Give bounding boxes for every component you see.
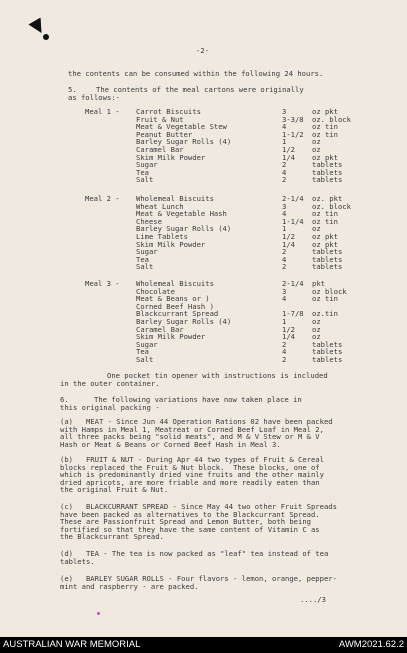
variation-line: which is predominantly dried vine fruits and the other mainly <box>60 470 324 480</box>
meal-item-unit: oz <box>312 332 321 342</box>
meal-item-name: Tea <box>136 347 149 357</box>
meal-item-name: Lime Tablets <box>136 232 188 241</box>
meal-item-quantity: 4 <box>282 122 287 132</box>
meal-item-name: Wholemeal Biscuits <box>136 279 214 288</box>
meal-item-name: Wholemeal Biscuits <box>136 194 214 203</box>
meal-item-quantity: 2 <box>282 247 287 257</box>
meal-item-name: Salt <box>136 262 154 272</box>
meal-item-name: Blackcurrant Spread <box>136 309 219 319</box>
variation-line: tablets. <box>60 556 95 566</box>
meal-item-name: Cheese <box>136 216 162 226</box>
meal-item-quantity: 1 <box>282 224 287 234</box>
meal-item-unit: pkt <box>312 279 325 288</box>
meal-item-quantity: 2-1/4 <box>282 279 304 288</box>
meal-item-name: Skim Milk Powder <box>136 332 206 342</box>
variation-line: blocks replaced the Fruit & Nut block. These blocks, one of <box>60 462 320 472</box>
meal-item-name: Tea <box>136 254 149 264</box>
meal-item-unit: tablets <box>312 339 343 349</box>
meal-item-unit: oz <box>312 137 321 147</box>
meal-item-name: Barley Sugar Rolls (4) <box>136 137 232 147</box>
variation-line: mint and raspberry - are packed. <box>60 581 199 591</box>
meal-item-name: Sugar <box>136 247 158 257</box>
meal-item-name: Chocolate <box>136 286 175 296</box>
page-number: -2- <box>196 46 209 55</box>
meal-item-unit: tablets <box>312 175 343 185</box>
meal-item-quantity: 2 <box>282 175 287 185</box>
ink-dot <box>97 612 100 615</box>
footer-accession-number: AWM2021.62.2 <box>338 639 404 650</box>
meal-item-quantity: 1/4 <box>282 332 295 342</box>
meal-item-name: Salt <box>136 175 154 185</box>
meal-item-unit: oz block <box>312 286 347 296</box>
meal-item-unit: oz. block <box>312 201 351 211</box>
meal-item-name: Wheat Lunch <box>136 201 184 211</box>
meal-item-quantity: 1/2 <box>282 145 295 154</box>
variation-line: (a) MEAT - Since Jun 44 Operation Rations 02 have been packed <box>60 417 333 426</box>
para5-number: 5. <box>68 85 77 94</box>
meal-item-quantity: 1 <box>282 137 287 147</box>
variation-line: (c) BLACKCURRANT SPREAD - Since May 44 two other Fruit Spreads <box>60 502 337 511</box>
meal-item-unit: tablets <box>312 254 343 264</box>
meal-item-name: Meat & Vegetable Stew <box>136 122 227 132</box>
variation-line: These are Passionfruit Spread and Lemon Butter, both being <box>60 517 311 527</box>
meal-item-name: Tea <box>136 167 149 177</box>
meal-item-quantity: 4 <box>282 294 287 304</box>
para5-text: The contents of the meal cartons were originally <box>96 85 304 94</box>
meal-item-unit: oz tin <box>312 294 338 304</box>
meal-item-name: Peanut Butter <box>136 129 193 139</box>
meal-item-unit: oz tin <box>312 129 338 139</box>
meal-item-quantity: 2 <box>282 262 287 272</box>
meal-item-unit: tablets <box>312 247 343 257</box>
para5-text-2: as follows:- <box>68 93 120 102</box>
variation-line: (b) FRUIT & NUT - During Apr 44 two types of Fruit & Cereal <box>60 455 324 464</box>
punch-hole-mark <box>43 34 49 40</box>
meal-item-unit: tablets <box>312 262 343 272</box>
meal-item-unit: oz.tin <box>312 309 338 319</box>
variation-line: the original Fruit & Nut. <box>60 485 169 495</box>
variation-line: with Hamps in Meal 1, Meatreat or Corned Beef Loaf in Meal 2, <box>60 424 324 434</box>
meal-item-name: Caramel Bar <box>136 324 184 334</box>
meal-item-quantity: 1/2 <box>282 232 295 241</box>
variation-line: Hash or Meat & Beans or Corned Beef Hash in Meal 3. <box>60 439 281 449</box>
meal-item-unit: oz tin <box>312 209 338 219</box>
meal-item-unit: tablets <box>312 160 343 170</box>
meal-item-quantity: 1-1/2 <box>282 129 304 139</box>
meal-item-unit: oz. pkt <box>312 194 343 203</box>
meal-item-quantity: 1-7/8 <box>282 309 304 319</box>
meal-item-quantity: 3 <box>282 107 287 116</box>
meal-item-quantity: 1/2 <box>282 324 295 334</box>
variation-line: all three packs being "solid meats", and M & V Stew or M & V <box>60 432 320 442</box>
meal-item-name: Skim Milk Powder <box>136 239 206 249</box>
para6-text-2: this original packing - <box>60 403 160 412</box>
meal-item-name: Meat & Vegetable Hash <box>136 209 227 219</box>
meal-label: Meal 2 - <box>85 194 120 203</box>
punch-hole-marks <box>31 20 53 46</box>
meal-item-quantity: 4 <box>282 254 287 264</box>
para6-text: The following variations have now taken place in <box>94 395 302 404</box>
meal-item-unit: tablets <box>312 347 343 357</box>
meal-item-name: Fruit & Nut <box>136 114 184 124</box>
meal-item-name: Caramel Bar <box>136 145 184 154</box>
meal-item-name: Barley Sugar Rolls (4) <box>136 317 232 326</box>
meal-label: Meal 3 - <box>85 279 120 288</box>
opener-line-2: in the outer container. <box>60 379 160 388</box>
meal-item-unit: oz pkt <box>312 239 338 249</box>
meal-item-quantity: 2-1/4 <box>282 194 304 203</box>
meal-item-quantity: 4 <box>282 167 287 177</box>
footer-institution: AUSTRALIAN WAR MEMORIAL <box>3 639 141 650</box>
variation-line: the Blackcurrant Spread. <box>60 532 164 542</box>
meal-item-quantity: 2 <box>282 339 287 349</box>
meal-item-name: Barley Sugar Rolls (4) <box>136 224 232 234</box>
meal-item-unit: tablets <box>312 355 343 364</box>
continuation-marker: ..../3 <box>300 595 326 604</box>
variation-line: dried apricots, are more friable and more readily eaten than <box>60 477 320 487</box>
meal-item-quantity: 4 <box>282 347 287 357</box>
meal-item-name: Carrot Biscuits <box>136 107 201 116</box>
meal-item-name: Skim Milk Powder <box>136 152 206 162</box>
opener-line-1: One pocket tin opener with instructions is included <box>107 371 328 380</box>
meal-item-name: Sugar <box>136 339 158 349</box>
variation-line: have been packed as alternatives to the Blackcurrant Spread. <box>60 509 320 519</box>
meal-item-quantity: 1/4 <box>282 152 295 162</box>
variation-line: (d) TEA - The tea is now packed as "leaf" tea instead of tea <box>60 549 329 558</box>
meal-item-quantity: 1/4 <box>282 239 295 249</box>
meal-item-unit: oz pkt <box>312 107 338 116</box>
archive-footer <box>0 637 407 653</box>
meal-item-unit: oz. block <box>312 114 351 124</box>
meal-item-unit: oz pkt <box>312 152 338 162</box>
meal-label: Meal 1 - <box>85 107 120 116</box>
intro-line: the contents can be consumed within the following 24 hours. <box>68 69 324 78</box>
meal-item-quantity: 3-3/8 <box>282 114 304 124</box>
meal-item-name: Meat & Beans or ) <box>136 294 210 304</box>
meal-item-quantity: 1-1/4 <box>282 216 304 226</box>
meal-item-unit: oz tin <box>312 216 338 226</box>
meal-item-unit: oz <box>312 145 321 154</box>
meal-item-quantity: 3 <box>282 286 287 296</box>
meal-item-unit: oz tin <box>312 122 338 132</box>
para6-number: 6. <box>60 395 69 404</box>
meal-item-quantity: 1 <box>282 317 287 326</box>
meal-item-quantity: 3 <box>282 201 287 211</box>
meal-item-unit: oz pkt <box>312 232 338 241</box>
meal-item-unit: oz <box>312 224 321 234</box>
variation-line: fortified so that they have the same content of Vitamin C as <box>60 524 320 534</box>
meal-item-unit: oz <box>312 324 321 334</box>
meal-item-name: Sugar <box>136 160 158 170</box>
meal-item-quantity: 2 <box>282 355 287 364</box>
meal-item-quantity: 4 <box>282 209 287 219</box>
meal-item-name: Salt <box>136 355 154 364</box>
meal-item-name: Corned Beef Hash ) <box>136 301 214 311</box>
meal-item-unit: oz <box>312 317 321 326</box>
meal-item-unit: tablets <box>312 167 343 177</box>
variation-line: (e) BARLEY SUGAR ROLLS - Four flavors - lemon, orange, pepper- <box>60 574 337 583</box>
meal-item-quantity: 2 <box>282 160 287 170</box>
